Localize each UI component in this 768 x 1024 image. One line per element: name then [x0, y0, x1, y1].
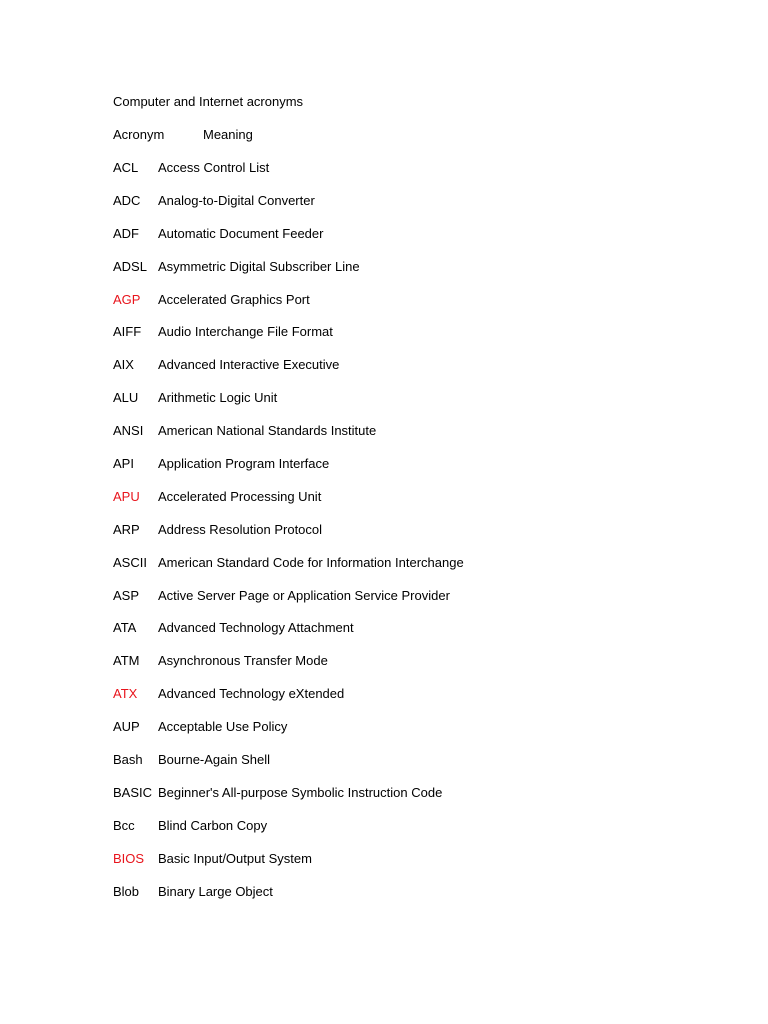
acronym-term: AIX: [113, 357, 134, 373]
list-item: [113, 554, 713, 587]
list-item: [113, 258, 713, 291]
list-item: [113, 619, 713, 652]
list-item: [113, 784, 713, 817]
acronym-term: ATM: [113, 653, 140, 669]
acronym-term: ASCII: [113, 554, 147, 570]
acronym-term: ADC: [113, 192, 141, 208]
acronym-meaning: Advanced Technology eXtended: [158, 686, 345, 702]
list-item: [113, 652, 713, 685]
acronym-meaning: American Standard Code for Information Interchange: [158, 554, 464, 570]
acronym-meaning: Advanced Interactive Executive: [158, 357, 340, 373]
acronym-meaning: Beginner's All-purpose Symbolic Instruction Code: [158, 784, 443, 800]
acronym-term: Blob: [113, 883, 140, 899]
acronym-meaning: Analog-to-Digital Converter: [158, 192, 315, 208]
list-item: [113, 291, 713, 324]
acronym-meaning: Advanced Technology Attachment: [158, 620, 354, 636]
acronym-term: Bash: [113, 752, 143, 768]
header-acronym: Acronym: [113, 127, 165, 142]
acronym-meaning: Bourne-Again Shell: [158, 752, 271, 768]
list-item: [113, 685, 713, 718]
acronym-term: API: [113, 456, 134, 472]
acronym-meaning: Basic Input/Output System: [158, 850, 312, 866]
acronym-meaning: Accelerated Graphics Port: [158, 291, 310, 307]
acronym-meaning: Asynchronous Transfer Mode: [158, 653, 328, 669]
document-title: Computer and Internet acronyms: [113, 94, 304, 109]
acronym-meaning: Binary Large Object: [158, 883, 273, 899]
list-item: [113, 225, 713, 258]
acronym-term: AIFF: [113, 324, 142, 340]
acronym-meaning: Asymmetric Digital Subscriber Line: [158, 258, 360, 274]
list-item: [113, 192, 713, 225]
acronym-term: ADF: [113, 225, 139, 241]
list-item: [113, 159, 713, 192]
acronym-meaning: Automatic Document Feeder: [158, 225, 324, 241]
list-item: [113, 883, 713, 916]
list-item: [113, 718, 713, 751]
acronym-term: ADSL: [113, 258, 147, 274]
list-item: [113, 521, 713, 554]
list-item: [113, 323, 713, 356]
acronym-term: AGP: [113, 291, 141, 307]
acronym-term: BIOS: [113, 850, 145, 866]
acronym-list: [113, 159, 713, 915]
acronym-meaning: Access Control List: [158, 160, 270, 175]
acronym-term: ATA: [113, 620, 137, 636]
list-item: [113, 356, 713, 389]
acronym-term: AUP: [113, 719, 140, 735]
list-item: [113, 817, 713, 850]
acronym-term: ASP: [113, 587, 140, 603]
list-item: [113, 389, 713, 422]
acronym-meaning: Arithmetic Logic Unit: [158, 390, 278, 406]
list-item: [113, 751, 713, 784]
acronym-term: ANSI: [113, 423, 144, 439]
acronym-meaning: Acceptable Use Policy: [158, 719, 288, 735]
acronym-meaning: Audio Interchange File Format: [158, 324, 333, 340]
list-item: [113, 488, 713, 521]
acronym-meaning: American National Standards Institute: [158, 423, 377, 439]
acronym-meaning: Blind Carbon Copy: [158, 817, 268, 833]
acronym-meaning: Address Resolution Protocol: [158, 521, 323, 537]
list-item: [113, 850, 713, 883]
acronym-term: ALU: [113, 390, 139, 406]
acronym-meaning: Application Program Interface: [158, 456, 330, 472]
acronym-term: APU: [113, 488, 140, 504]
acronym-term: ARP: [113, 521, 140, 537]
list-item: [113, 587, 713, 620]
list-item: [113, 422, 713, 455]
list-item: [113, 455, 713, 488]
header-meaning: Meaning: [203, 127, 253, 142]
acronym-meaning: Accelerated Processing Unit: [158, 488, 322, 504]
acronym-term: Bcc: [113, 817, 135, 833]
acronym-term: BASIC: [113, 784, 153, 800]
acronym-term: ATX: [113, 686, 138, 702]
acronym-term: ACL: [113, 160, 139, 175]
acronym-meaning: Active Server Page or Application Service Provider: [158, 587, 450, 603]
